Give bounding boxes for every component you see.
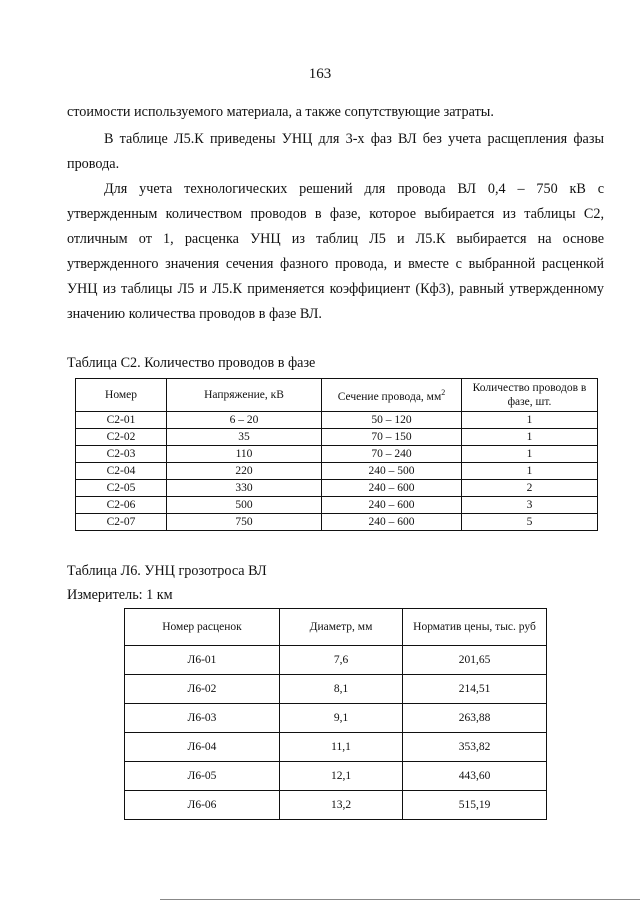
table-row <box>125 704 547 733</box>
table-cell: 263,88 <box>403 704 547 733</box>
table-cell: 1 <box>462 429 598 446</box>
table-cell: 7,6 <box>280 646 403 675</box>
table-row <box>76 412 598 429</box>
table-cell: 500 <box>167 497 322 514</box>
table-cell: 70 – 240 <box>322 446 462 463</box>
table-row <box>76 480 598 497</box>
table-cell: 214,51 <box>403 675 547 704</box>
table-cell: 3 <box>462 497 598 514</box>
table-row <box>125 646 547 675</box>
page-number: 163 <box>308 66 332 82</box>
table-cell: Л6-02 <box>125 675 280 704</box>
table-cell: 1 <box>462 412 598 429</box>
table-row <box>76 429 598 446</box>
table-cell: С2-03 <box>76 446 167 463</box>
table-cell: 35 <box>167 429 322 446</box>
scan-bottom-rule <box>160 899 640 900</box>
column-header: Номер <box>76 379 167 412</box>
table-cell: 50 – 120 <box>322 412 462 429</box>
table-cell: 12,1 <box>280 762 403 791</box>
table-header-row <box>125 609 547 646</box>
table-cell: 201,65 <box>403 646 547 675</box>
table-cell: Л6-05 <box>125 762 280 791</box>
table-cell: С2-04 <box>76 463 167 480</box>
column-header: Норматив цены, тыс. руб <box>403 609 547 646</box>
paragraph-3: Для учета технологических решений для провода ВЛ 0,4 – 750 кВ с утвержденным количеством проводов в фазе, которое выбирается из таблицы С2, отличным от 1, расценка УНЦ из таблиц Л5 и Л5.К выбирается на основе утвержденного значения сечения фазного провода, и вместе с выбранной расценкой УНЦ из таблицы Л5 и Л5.К применяется коэффициент (Кф3), равный утвержденному значению количества проводов в фазе ВЛ. <box>67 181 604 322</box>
paragraph-2: В таблице Л5.К приведены УНЦ для 3-х фаз ВЛ без учета расщепления фазы провода. <box>67 131 604 172</box>
table-l6-measure: Измеритель: 1 км <box>67 587 173 603</box>
table-cell: Л6-06 <box>125 791 280 820</box>
column-header <box>322 379 462 412</box>
table-row <box>76 463 598 480</box>
column-header: Номер расценок <box>125 609 280 646</box>
table-cell: 70 – 150 <box>322 429 462 446</box>
table-cell: 750 <box>167 514 322 531</box>
table-cell: 353,82 <box>403 733 547 762</box>
table-row <box>76 497 598 514</box>
table-cell: С2-02 <box>76 429 167 446</box>
table-cell: 443,60 <box>403 762 547 791</box>
table-cell: 240 – 600 <box>322 514 462 531</box>
table-row <box>125 733 547 762</box>
table-header-row <box>76 379 598 412</box>
table-cell: С2-05 <box>76 480 167 497</box>
column-header: Напряжение, кВ <box>167 379 322 412</box>
table-cell: 1 <box>462 463 598 480</box>
table-row <box>76 446 598 463</box>
table-c2 <box>75 378 598 531</box>
table-cell: 220 <box>167 463 322 480</box>
table-cell: 240 – 500 <box>322 463 462 480</box>
superscript: 2 <box>441 388 446 398</box>
table-cell: 1 <box>462 446 598 463</box>
table-cell: 11,1 <box>280 733 403 762</box>
table-row <box>125 675 547 704</box>
column-header: Диаметр, мм <box>280 609 403 646</box>
table-cell: 8,1 <box>280 675 403 704</box>
table-l6-caption: Таблица Л6. УНЦ грозотроса ВЛ <box>67 563 267 579</box>
table-cell: С2-06 <box>76 497 167 514</box>
table-cell: Л6-03 <box>125 704 280 733</box>
table-cell: 13,2 <box>280 791 403 820</box>
table-cell: 240 – 600 <box>322 497 462 514</box>
table-cell: Л6-01 <box>125 646 280 675</box>
table-cell: 6 – 20 <box>167 412 322 429</box>
table-cell: 240 – 600 <box>322 480 462 497</box>
table-cell: Л6-04 <box>125 733 280 762</box>
paragraph-1: стоимости используемого материала, а также сопутствующие затраты. <box>67 104 494 120</box>
table-cell: 110 <box>167 446 322 463</box>
table-cell: 5 <box>462 514 598 531</box>
section-header-text: Сечение провода, мм <box>337 390 442 403</box>
column-header: Количество проводов в фазе, шт. <box>462 379 598 412</box>
table-cell: С2-01 <box>76 412 167 429</box>
table-row <box>125 791 547 820</box>
table-row <box>125 762 547 791</box>
table-cell: 515,19 <box>403 791 547 820</box>
table-c2-caption: Таблица С2. Количество проводов в фазе <box>67 355 316 371</box>
table-row <box>76 514 598 531</box>
table-cell: 330 <box>167 480 322 497</box>
table-cell: 2 <box>462 480 598 497</box>
table-cell: С2-07 <box>76 514 167 531</box>
table-l6 <box>124 608 547 820</box>
table-cell: 9,1 <box>280 704 403 733</box>
